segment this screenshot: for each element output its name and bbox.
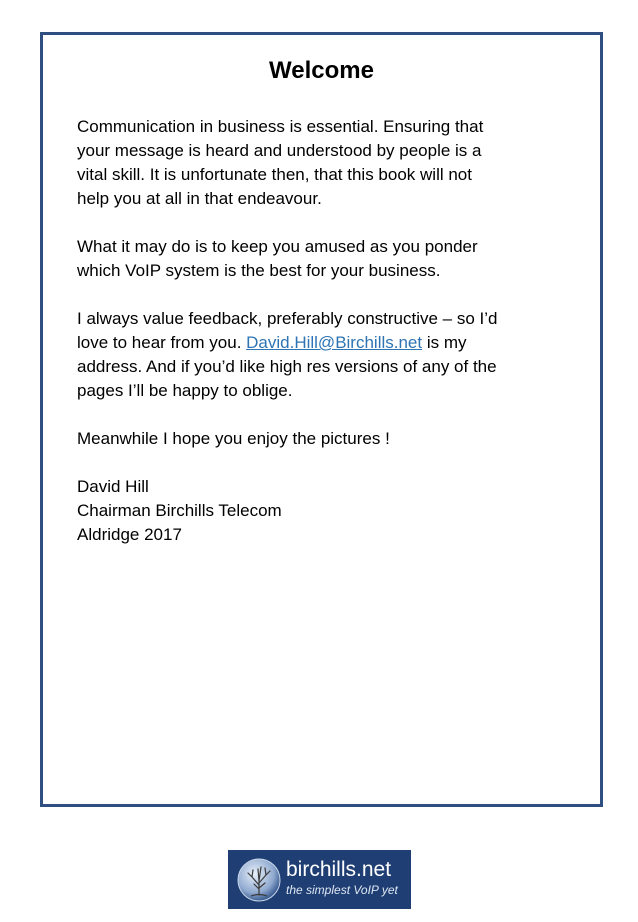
text-line: pages I’ll be happy to oblige. bbox=[77, 381, 293, 400]
signature-name: David Hill bbox=[77, 477, 149, 496]
signature-block bbox=[77, 475, 577, 547]
text-fragment: is my bbox=[422, 333, 467, 352]
logo-wordmark: birchills.net bbox=[286, 858, 392, 881]
paragraph-3 bbox=[77, 307, 577, 403]
tree-icon bbox=[236, 857, 282, 903]
text-line: vital skill. It is unfortunate then, that this book will not bbox=[77, 165, 472, 184]
logo-tagline: the simplest VoIP yet bbox=[286, 883, 398, 897]
letter-body bbox=[77, 115, 577, 571]
text-line-with-link bbox=[77, 331, 577, 355]
text-line: Meanwhile I hope you enjoy the pictures ! bbox=[77, 429, 390, 448]
email-link[interactable]: David.Hill@Birchills.net bbox=[246, 333, 423, 352]
text-fragment: love to hear from you. bbox=[77, 333, 247, 352]
text-line: address. And if you’d like high res versions of any of the bbox=[77, 357, 497, 376]
text-line: Communication in business is essential. Ensuring that bbox=[77, 117, 484, 136]
paragraph-1 bbox=[77, 115, 577, 211]
birchills-logo bbox=[228, 850, 411, 909]
signature-place-year: Aldridge 2017 bbox=[77, 525, 182, 544]
text-line: help you at all in that endeavour. bbox=[77, 189, 322, 208]
content-frame bbox=[40, 32, 603, 807]
signature-role: Chairman Birchills Telecom bbox=[77, 501, 282, 520]
text-line: What it may do is to keep you amused as you ponder bbox=[77, 237, 478, 256]
text-line: I always value feedback, preferably constructive – so I’d bbox=[77, 309, 498, 328]
page-title: Welcome bbox=[269, 57, 374, 84]
paragraph-4 bbox=[77, 427, 577, 451]
text-line: which VoIP system is the best for your business. bbox=[77, 261, 441, 280]
text-line: your message is heard and understood by people is a bbox=[77, 141, 482, 160]
paragraph-2 bbox=[77, 235, 577, 283]
